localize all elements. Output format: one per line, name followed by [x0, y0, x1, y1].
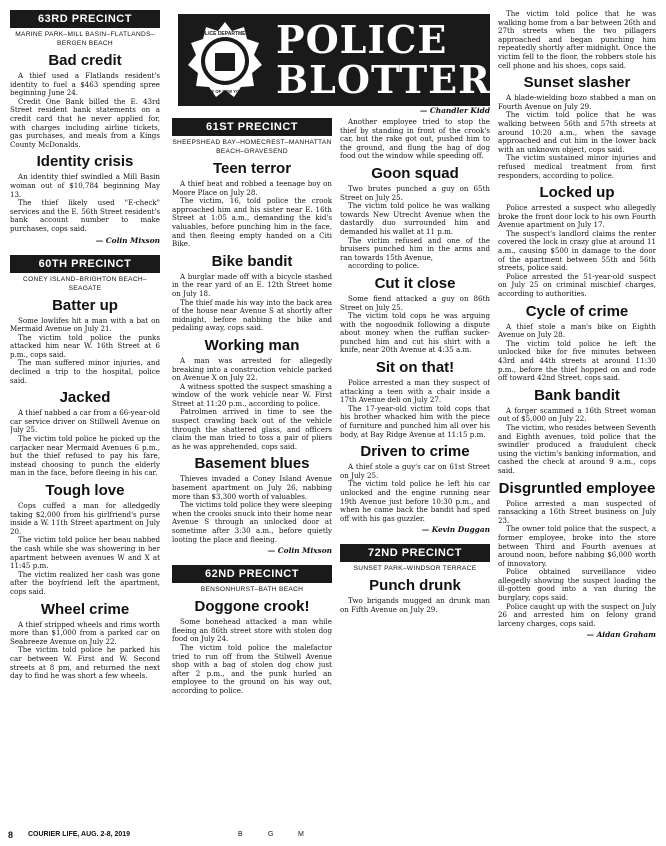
story-paragraph: The suspect's landlord claims the renter covered the lock in crazy glue at around 11 a.m., causing $500 in damage to the door of the apartment between 55th and 56th streets, police said. — [498, 228, 656, 273]
story-paragraph: The owner told police that the suspect, a former employee, broke into the store between Third and Fourth avenues at around noon, before nabbing $6,000 worth of innovatory. — [498, 524, 656, 568]
story-headline: Driven to crime — [360, 443, 470, 461]
precinct-header: 61ST PRECINCT — [172, 118, 332, 136]
precinct-header: 62ND PRECINCT — [172, 565, 332, 583]
story-headline: Bank bandit — [534, 386, 620, 404]
story-headline: Tough love — [45, 482, 125, 499]
story-headline: Identity crisis — [36, 153, 134, 171]
publication-dateline: COURIER LIFE, AUG. 2-8, 2019 — [28, 831, 131, 838]
precinct-area: SHEEPSHEAD BAY–HOMECREST–MANHATTAN BEACH–GRAVESEND — [172, 139, 332, 155]
precinct-area: MARINE PARK–MILL BASIN–FLATLANDS–BERGEN BEACH — [15, 31, 155, 47]
story-paragraph: The victim told police he left his car unlocked and the engine running near 19th Avenue just before 10:30 p.m., and when he came back the bandit had sped off with his gas guzzler. — [340, 479, 490, 523]
story-paragraph: Some lowlifes hit a man with a bat on Mermaid Avenue on July 21. — [10, 315, 160, 334]
story-paragraph: A thief stole a guy's car on 61st Street on July 25. — [340, 462, 490, 480]
edition-mark: G — [268, 831, 274, 838]
story-paragraph: Some fiend attacked a guy on 86th Street on July 25. — [340, 293, 490, 312]
story-paragraph: A thief nabbed a car from a 66-year-old car service driver on Stillwell Avenue on July 25. — [10, 408, 160, 435]
story-paragraph: The victim told police he was walking towards New Utrecht Avenue when the dastardly duo surrounded him and demanded his wallet at 11 p.m. — [340, 201, 490, 236]
masthead-title-line1: POLICE — [276, 17, 448, 62]
story-byline: — Aidan Graham — [586, 630, 656, 640]
story-paragraph: The thief made his way into the back area of the house near Avenue S at shortly after midnight, before nabbing the bike and pedaling away, cops said. — [172, 297, 332, 333]
story-byline: — Colin Mixson — [95, 235, 160, 245]
story-paragraph: The victim told police he picked up the carjacker near Mermaid Avenues 6 p.m., but the thief refused to pay his fare, instead choosing to punch the elderly man in the face, before fleeing in his car. — [10, 434, 160, 478]
story-paragraph: A burglar made off with a bicycle stashed in the rear yard of an E. 12th Street home on July 18. — [172, 271, 332, 298]
story-headline: Teen terror — [212, 160, 292, 177]
story-paragraph: The victims told police they were sleeping when the crooks snuck into their home near Avenue S through an unlocked door at sometime after 3:30 a.m., before quietly looting the place and fleeing. — [172, 500, 332, 544]
story-paragraph: Two brigands mugged an drunk man on Fifth Avenue on July 29. — [340, 596, 490, 614]
page-number: 8 — [8, 830, 14, 840]
story-paragraph: Police arrested a man suspected of ransacking a 16th Street business on July 23. — [498, 498, 656, 525]
story-headline: Locked up — [539, 184, 615, 202]
story-headline: Punch drunk — [369, 577, 461, 595]
story-paragraph: The victim told police her beau nabbed the cash while she was showering in her apartment between avenues W and X at 11:45 p.m. — [10, 535, 160, 571]
story-paragraph: Two brutes punched a guy on 65th Street on July 25. — [340, 183, 490, 202]
precinct-header: 72ND PRECINCT — [340, 544, 490, 562]
story-headline: Cut it close — [374, 274, 456, 292]
story-headline: Doggone crook! — [194, 598, 310, 616]
story-paragraph: A witness spotted the suspect smashing a window of the work vehicle near W. First Street at 11:20 p.m., according to police. — [172, 381, 332, 408]
story-headline: Batter up — [52, 296, 118, 314]
police-badge-logo — [184, 19, 266, 101]
story-paragraph: A thief stole a man's bike on Eighth Avenue on July 28. — [498, 321, 656, 340]
story-paragraph: The man suffered minor injuries, and declined a trip to the hospital, police said. — [10, 358, 160, 385]
story-paragraph: Police caught up with the suspect on July 26 and arrested him on felony grand larceny charges, cops said. — [498, 601, 656, 628]
masthead-title — [276, 17, 491, 102]
story-paragraph: A forger scammed a 16th Street woman out of $5,000 on July 22. — [498, 405, 656, 424]
masthead-block — [172, 10, 490, 116]
precinct-header: 63RD PRECINCT — [10, 10, 160, 28]
story-paragraph: The victim told police that he was walking home from a bar between 26th and 27th streets when the two pillagers approached and began punching him repeatedly shortly after midnight. Once the victim fell to the floor, the robbers stole his cell phone and his shoes, cops said. — [498, 10, 656, 70]
story-paragraph: The thief likely used "E-check" services and the E. 56th Street resident's bank account number to make purchases, cops said. — [10, 198, 160, 233]
story-paragraph: The victim told police that he was walking between 56th and 57th streets at around 10:20 a.m., when the savage approached and cut him in the lower back with an unknown object, cops said. — [498, 110, 656, 154]
story-paragraph: The victim, 16, told police the crook approached him and his sister near E. 16th Street at 1:05 a.m., demanding the kid's valuables, before punching him in the face, and then fleeing empty handed on a Citi Bike. — [172, 196, 332, 249]
column-2 — [172, 118, 332, 825]
story-paragraph: A thief stripped wheels and rims worth more than $1,000 from a parked car on Seabreeze Avenue on July 22. — [10, 619, 160, 646]
story-headline: Wheel crime — [40, 600, 130, 618]
masthead-byline: — Chandler Kidd — [419, 106, 490, 115]
story-headline: Goon squad — [371, 164, 459, 182]
story-paragraph: A man was arrested for allegedly breaking into a construction vehicle parked on Avenue X on July 22. — [172, 355, 332, 383]
story-paragraph: A blade-wielding bozo stabbed a man on Fourth Avenue on July 29. — [498, 93, 656, 111]
story-paragraph: The victim realized her cash was gone after the boyfriend left the apartment, cops said. — [10, 569, 160, 596]
story-paragraph: according to police. — [348, 261, 420, 271]
story-paragraph: An identity thief swindled a Mill Basin woman out of $10,784 beginning May 13. — [10, 172, 160, 199]
column-3 — [340, 118, 490, 825]
story-paragraph: The victim told police he parked his car between W. First and W. Second streets at 8 pm, and returned the next day to find he was short a few wheels. — [10, 645, 160, 681]
story-byline: — Colin Mixson — [267, 546, 332, 556]
story-headline: Jacked — [59, 389, 111, 407]
column-4 — [498, 10, 656, 825]
story-paragraph: A thief beat and robbed a teenage boy on Moore Place on July 28. — [172, 179, 332, 197]
story-headline: Cycle of crime — [525, 302, 629, 320]
story-paragraph: A thief used a Flatlands resident's identity to fuel a $463 spending spree beginning June 24. — [10, 71, 160, 98]
column-1 — [10, 10, 160, 825]
story-paragraph: Patrolmen arrived in time to see the suspect crawling back out of the vehicle through the shattered glass, and officers claim the man tried to toss a pair of pliers as he was apprehended, cops said. — [172, 407, 332, 451]
story-paragraph: The victim told police he left the unlocked bike for five minutes between 43rd and 44th streets at around 11:30 p.m., before the thief hopped on and rode off toward 42nd Street, cops said. — [498, 338, 656, 383]
story-headline: Basement blues — [194, 455, 310, 473]
story-paragraph: Another employee tried to stop the thief by standing in front of the crook's car, but the rake got out, pushed him to the ground, and flung the bag of dog food out the window while speeding off. — [340, 118, 490, 161]
precinct-area: CONEY ISLAND–BRIGHTON BEACH–SEAGATE — [23, 275, 147, 292]
edition-mark: B — [238, 831, 243, 838]
story-paragraph: The victim told cops he was arguing with the nogoodnik following a dispute about money when the ruffian sucker-punched him and cut his shirt with a knife, near 20th Avenue at 4:35 a.m. — [340, 311, 490, 355]
story-byline: — Kevin Duggan — [421, 525, 490, 535]
story-paragraph: Police arrested the 51-year-old suspect on July 25 on criminal mischief charges, according to authorities. — [498, 271, 656, 299]
precinct-header: 60TH PRECINCT — [10, 255, 160, 273]
story-headline: Working man — [204, 336, 300, 354]
story-paragraph: Police obtained surveillance video allegedly showing the suspect loading the ill-gotten good into a van during the burglary, cops said. — [498, 567, 656, 603]
story-paragraph: The victim told police the punks attacked him near W. 16th Street at 6 p.m., cops said. — [10, 332, 160, 359]
badge-top-text: POLICE DEPARTMENT — [197, 31, 253, 37]
story-paragraph: The 17-year-old victim told cops that his brother whacked him with the piece of furniture and punched him all over his body, at Bay Ridge Avenue at 11:15 p.m. — [340, 403, 490, 439]
story-headline: Sit on that! — [375, 359, 455, 377]
precinct-area: BENSONHURST–BATH BEACH — [200, 586, 304, 594]
badge-bottom-text: CITY OF NEW YORK — [204, 89, 246, 94]
story-headline: Disgruntled employee — [498, 479, 656, 497]
masthead-title-line2: BLOTTER — [276, 57, 491, 102]
story-headline: Bad credit — [48, 52, 122, 69]
story-paragraph: The victim refused and one of the bruisers punched him in the arms and ran towards 15th Avenue, — [340, 235, 490, 262]
story-paragraph: Some bonehead attacked a man while fleeing an 86th street store with stolen dog food on July 24. — [172, 617, 332, 644]
story-paragraph: Police arrested a man they suspect of attacking a teen with a chair inside a 17th Avenue deli on July 27. — [340, 378, 490, 405]
edition-mark: M — [298, 831, 304, 838]
story-paragraph: The victim sustained minor injuries and refused medical treatment from first responders, according to police. — [498, 153, 656, 180]
precinct-area: SUNSET PARK–WINDSOR TERRACE — [353, 565, 477, 573]
page-footer — [8, 830, 658, 842]
story-headline: Sunset slasher — [523, 74, 631, 92]
masthead — [178, 14, 490, 106]
story-headline: Bike bandit — [211, 252, 293, 270]
story-paragraph: Credit One Bank billed the E. 43rd Street resident bank statements on a credit card that he never applied for, with charges including airline tickets, gas purchases, and meals from a Kings County McDonalds. — [10, 96, 160, 149]
story-paragraph: Police arrested a suspect who allegedly broke the front door lock to his own Fourth Avenue apartment on July 17. — [498, 203, 656, 230]
story-paragraph: The victim, who resides between Seventh and Eighth avenues, told police that the swindler produced a fraudulent check using the victim's banking information, and cashed the check at around 9 a.m., cops said. — [498, 422, 656, 475]
story-paragraph: Thieves invaded a Coney Island Avenue basement apartment on July 26, nabbing more than $3,300 worth of valuables. — [172, 474, 332, 501]
story-paragraph: The victim told police the malefactor tried to run off from the Stilwell Avenue shop with a bag of stolen dog chow just after 2 p.m., and the punk hurled an employee to the ground on his way out, according to police. — [172, 642, 332, 695]
story-paragraph: Cops cuffed a man for alledgedly taking $2,000 from his girlfriend's purse inside a W. 11th Street apartment on July 20. — [10, 501, 160, 536]
